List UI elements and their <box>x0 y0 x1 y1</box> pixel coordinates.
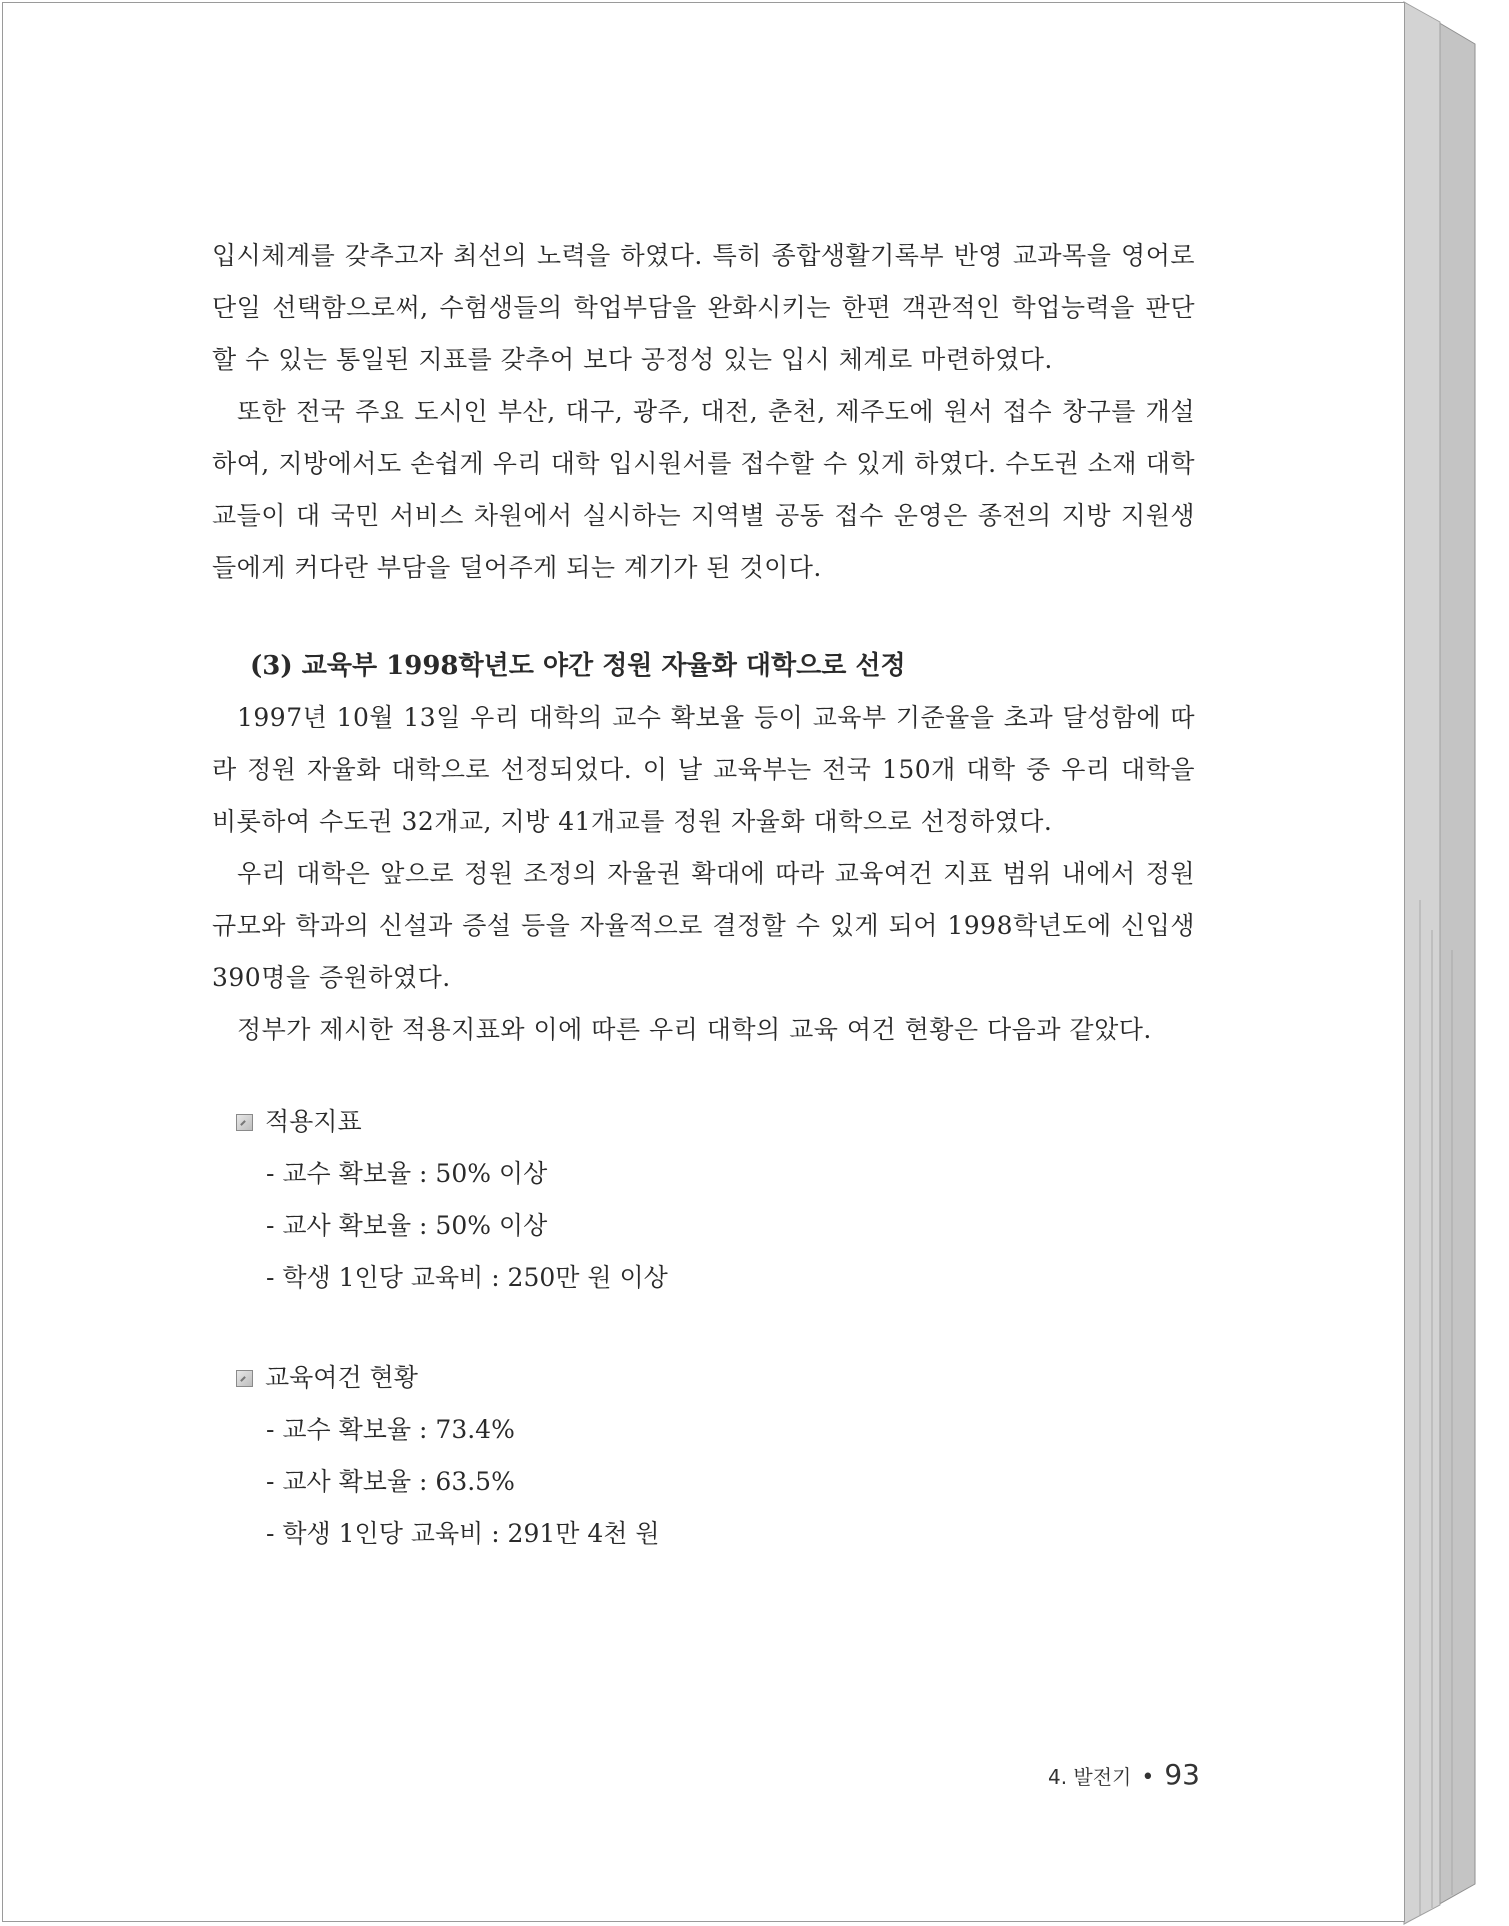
bullet-separator: • <box>1141 1765 1155 1790</box>
checkbox-bullet-icon <box>236 1370 253 1387</box>
paragraph: 우리 대학은 앞으로 정원 조정의 자율권 확대에 따라 교육여건 지표 범위 내에서 정원 규모와 학과의 신설과 증설 등을 자율적으로 결정할 수 있게 되어 1998학년도에 신입생 390명을 증원하였다. <box>212 859 1195 992</box>
criteria-box <box>212 1096 1195 1304</box>
page-footer <box>1040 1758 1200 1791</box>
paragraph: 또한 전국 주요 도시인 부산, 대구, 광주, 대전, 춘천, 제주도에 원서 접수 창구를 개설하여, 지방에서도 손쉽게 우리 대학 입시원서를 접수할 수 있게 하였다. 수도권 소재 대학교들이 대 국민 서비스 차원에서 실시하는 지역별 공동 접수 운영은 종전의 지방 지원생들에게 커다란 부담을 덜어주게 되는 계기가 된 것이다. <box>212 397 1195 582</box>
list-item: - 학생 1인당 교육비 : 291만 4천 원 <box>266 1519 660 1548</box>
status-title: 교육여건 현황 <box>265 1363 418 1392</box>
paragraph: 1997년 10월 13일 우리 대학의 교수 확보율 등이 교육부 기준율을 초과 달성함에 따라 정원 자율화 대학으로 선정되었다. 이 날 교육부는 전국 150개 대학 중 우리 대학을 비롯하여 수도권 32개교, 지방 41개교를 정원 자율화 대학으로 선정하였다. <box>212 703 1195 836</box>
list-item: - 교사 확보율 : 50% 이상 <box>266 1211 548 1240</box>
chapter-label: 4. 발전기 <box>1047 1765 1132 1789</box>
status-box <box>212 1352 1195 1560</box>
page-content <box>212 230 1195 1560</box>
page-number: 93 <box>1164 1758 1200 1791</box>
list-item: - 교수 확보율 : 50% 이상 <box>266 1159 548 1188</box>
list-item: - 학생 1인당 교육비 : 250만 원 이상 <box>266 1263 668 1292</box>
checkbox-bullet-icon <box>236 1114 253 1131</box>
paragraph: 정부가 제시한 적용지표와 이에 따른 우리 대학의 교육 여건 현황은 다음과 같았다. <box>237 1015 1152 1044</box>
paragraph: 입시체계를 갖추고자 최선의 노력을 하였다. 특히 종합생활기록부 반영 교과목을 영어로 단일 선택함으로써, 수험생들의 학업부담을 완화시키는 한편 객관적인 학업능력을 판단할 수 있는 통일된 지표를 갖추어 보다 공정성 있는 입시 체계로 마련하였다. <box>212 241 1195 374</box>
criteria-title: 적용지표 <box>265 1107 362 1136</box>
list-item: - 교수 확보율 : 73.4% <box>266 1415 515 1444</box>
list-item: - 교사 확보율 : 63.5% <box>266 1467 515 1496</box>
section-heading: (3) 교육부 1998학년도 야간 정원 자율화 대학으로 선정 <box>250 651 906 681</box>
